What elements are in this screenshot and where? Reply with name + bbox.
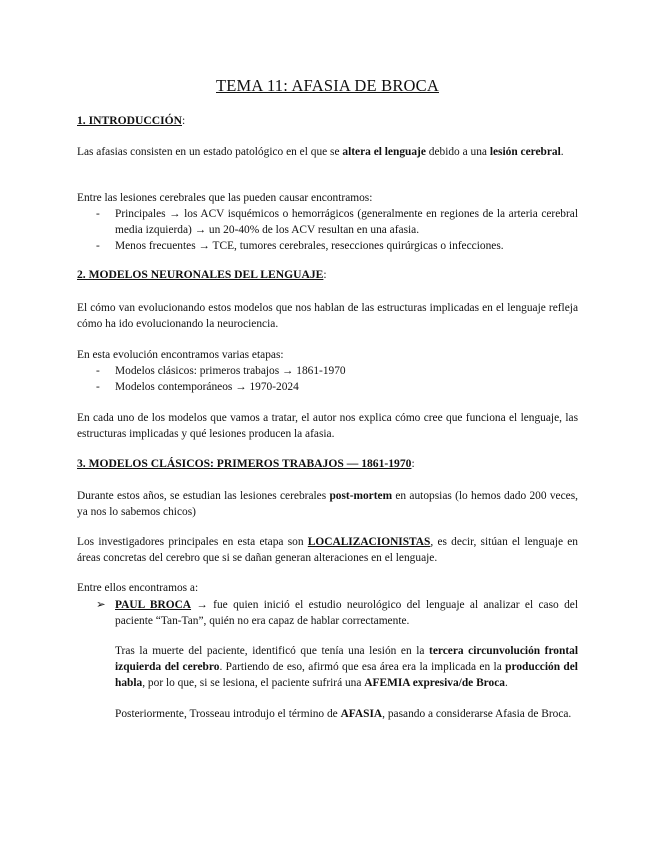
paragraph-etapas-intro: En esta evolución encontramos varias etapas: <box>77 349 284 361</box>
paragraph-afasias-definition: Las afasias consisten en un estado patológico en el que se altera el lenguaje debido a una lesión cerebral. <box>77 146 564 158</box>
paragraph-lesiones-intro: Entre las lesiones cerebrales que las pueden causar encontramos: <box>77 192 373 204</box>
paragraph-broca-lesion: Tras la muerte del paciente, identificó que tenía una lesión en la tercera circunvolución frontal izquierda del cerebro. Partiendo de eso, afirmó que esa área era la implicada en la producción del habla, por lo que, si se lesiona, el paciente sufrirá una AFEMIA expresiva/de Broca. <box>115 645 578 689</box>
list-item-modelos-contemporaneos: - Modelos contemporáneos → 1970-2024 <box>96 381 299 393</box>
paragraph-localizacionistas: Los investigadores principales en esta etapa son LOCALIZACIONISTAS, es decir, sitúan el lenguaje en áreas concretas del cerebro que si se dañan generan alteraciones en el lenguaje. <box>77 536 579 564</box>
paragraph-post-mortem: Durante estos años, se estudian las lesiones cerebrales post-mortem en autopsias (lo hemos dado 200 veces, ya nos lo sabemos chicos) <box>77 490 579 518</box>
list-item-modelos-clasicos: - Modelos clásicos: primeros trabajos → 1861-1970 <box>96 365 346 377</box>
document-title: TEMA 11: AFASIA DE BROCA <box>216 76 439 95</box>
section-heading-introduccion: 1. INTRODUCCIÓN: <box>77 114 186 127</box>
section-heading-modelos-neuronales: 2. MODELOS NEURONALES DEL LENGUAJE: <box>77 268 327 281</box>
section-heading-modelos-clasicos: 3. MODELOS CLÁSICOS: PRIMEROS TRABAJOS — 1861-1970: <box>77 457 415 470</box>
paragraph-cada-modelo: En cada uno de los modelos que vamos a tratar, el autor nos explica cómo cree que funciona el lenguaje, las estructuras implicadas y qué lesiones producen la afasia. <box>77 412 578 440</box>
arrowhead-bullet-icon: ➢ <box>96 599 106 611</box>
paragraph-trosseau-afasia: Posteriormente, Trosseau introdujo el término de AFASIA, pasando a considerarse Afasia de Broca. <box>115 708 572 720</box>
paragraph-evolucion-modelos: El cómo van evolucionando estos modelos que nos hablan de las estructuras implicadas en el lenguaje refleja cómo ha ido evolucionando la neurociencia. <box>77 302 578 330</box>
list-item-menos-frecuentes: - Menos frecuentes → TCE, tumores cerebrales, resecciones quirúrgicas o infecciones. <box>96 240 504 252</box>
list-item-principales: - Principales → los ACV isquémicos o hemorrágicos (generalmente en regiones de la arteria cerebral media izquierda) → un 20-40% de los ACV resultan en una afasia. <box>96 208 578 236</box>
list-item-paul-broca: ➢ PAUL BROCA → fue quien inició el estudio neurológico del lenguaje al analizar el caso del paciente “Tan-Tan”, quién no era capaz de hablar correctamente. <box>96 599 579 627</box>
paragraph-entre-ellos: Entre ellos encontramos a: <box>77 582 199 594</box>
